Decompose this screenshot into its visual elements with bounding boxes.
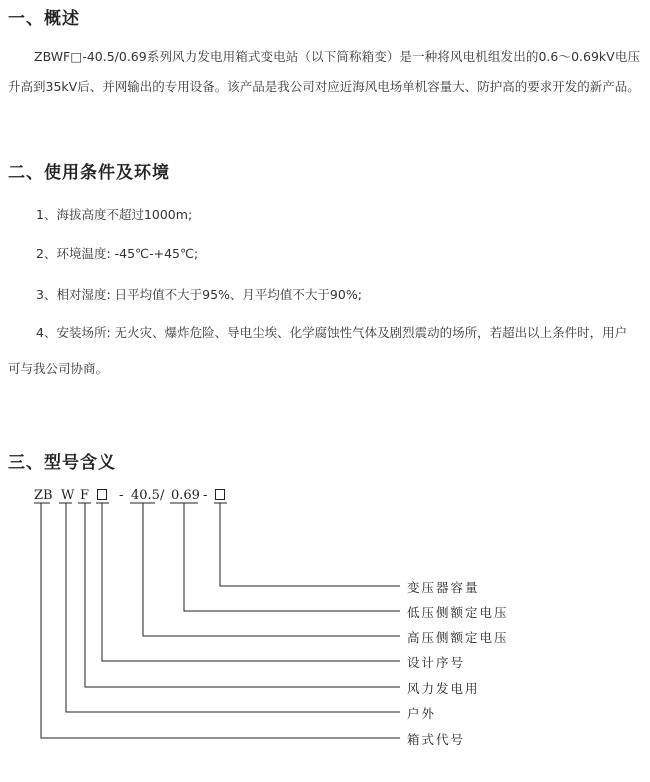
code-dash-2: - <box>203 488 208 503</box>
label-outdoor: 户外 <box>407 706 437 721</box>
code-high-voltage: 40.5 <box>131 488 160 503</box>
code-slash: / <box>160 488 165 503</box>
label-high-voltage-rating: 高压侧额定电压 <box>407 630 509 645</box>
label-low-voltage-rating: 低压侧额定电压 <box>407 605 509 620</box>
leader-outdoor <box>66 503 400 712</box>
section-1-title: 一、概述 <box>8 9 80 29</box>
code-f: F <box>80 488 90 503</box>
code-zb: ZB <box>34 488 53 503</box>
overview-paragraph: ZBWF□-40.5/0.69系列风力发电用箱式变电站（以下简称箱变）是一种将风电机组发出的0.6～0.69kV电压升高到35kV后、并网输出的专用设备。该产品是我公司对应近海风电场单机容量大、防护高的要求开发的新产品。 <box>8 49 640 94</box>
leader-capacity <box>220 503 400 586</box>
code-dash-1: - <box>119 488 124 503</box>
condition-location: 4、安装场所: 无火灾、爆炸危险、导电尘埃、化学腐蚀性气体及剧烈震动的场所，若超出以上条件时，用户 <box>36 325 628 340</box>
condition-altitude: 1、海拔高度不超过1000m; <box>36 207 193 222</box>
condition-location-continued: 可与我公司协商。 <box>8 361 109 376</box>
leader-high-voltage <box>143 503 400 636</box>
label-box-type-code: 箱式代号 <box>407 732 466 747</box>
label-design-number: 设计序号 <box>407 655 466 670</box>
label-wind-power: 风力发电用 <box>407 681 480 696</box>
code-low-voltage: 0.69 <box>171 488 200 503</box>
condition-humidity: 3、相对湿度: 日平均值不大于95%、月平均值不大于90%; <box>36 287 362 302</box>
section-3-title: 三、型号含义 <box>8 453 116 473</box>
condition-temperature: 2、环境温度: -45℃-+45℃; <box>36 246 199 261</box>
leader-low-voltage <box>184 503 400 611</box>
leader-wind-power <box>85 503 400 687</box>
code-w: W <box>61 488 75 503</box>
section-2-title: 二、使用条件及环境 <box>8 163 170 183</box>
leader-design-number <box>102 503 400 661</box>
label-transformer-capacity: 变压器容量 <box>407 580 480 595</box>
